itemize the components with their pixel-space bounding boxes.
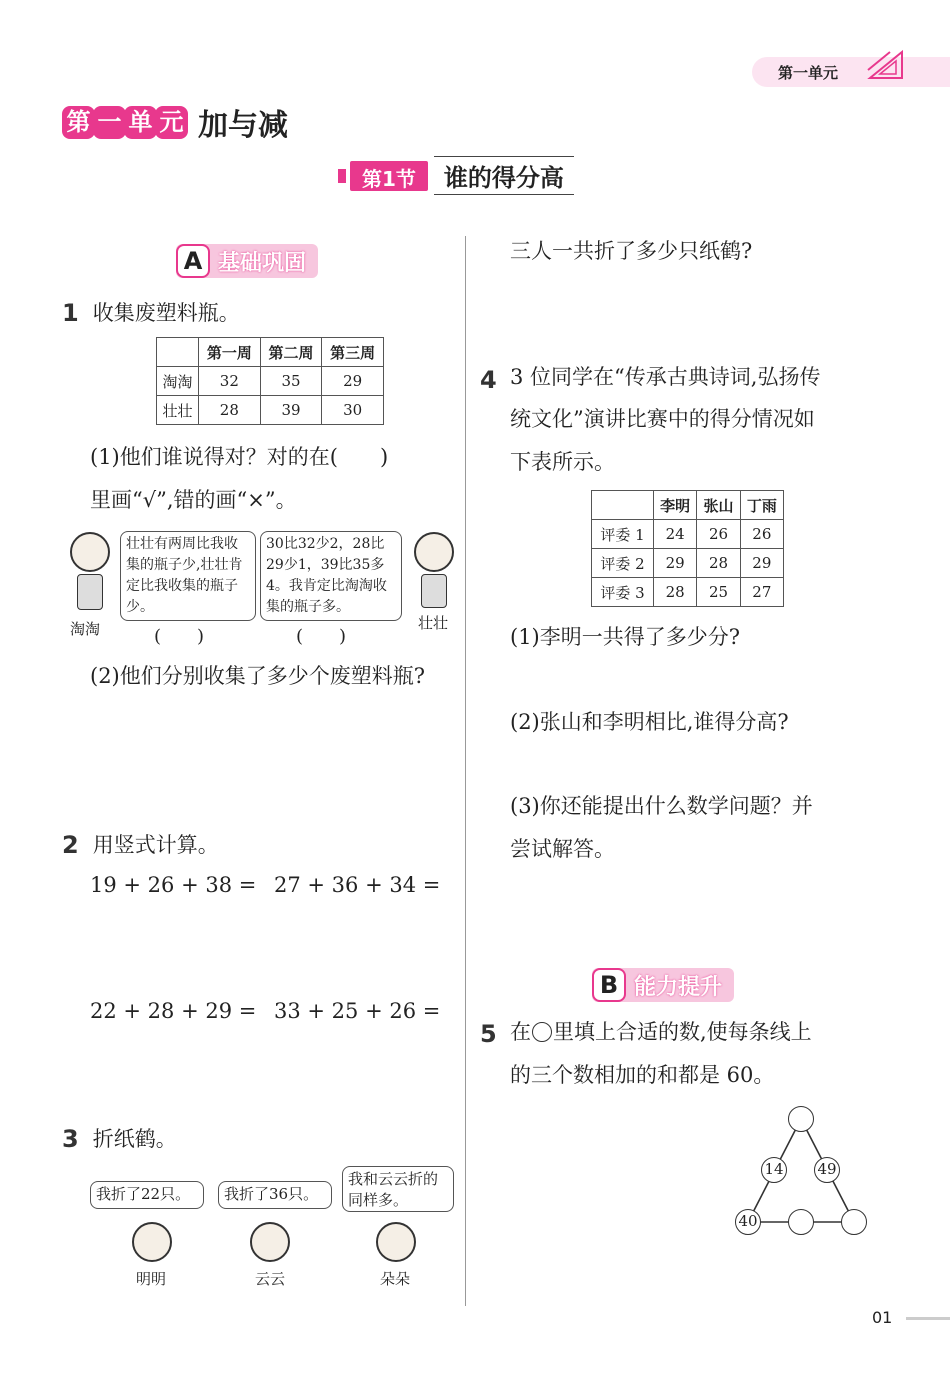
table-cell: 29 [322,367,384,396]
q2-expr: 22 + 28 + 29 = [90,999,257,1023]
bubble-duoduo: 我和云云折的同样多。 [342,1166,454,1212]
table-row [592,578,784,607]
bubble-taotao: 壮壮有两周比我收集的瓶子少,壮壮肯定比我收集的瓶子少。 [120,531,256,621]
q3-continuation: 三人一共折了多少只纸鹤? [510,239,753,263]
kid-name-taotao: 淘淘 [70,620,101,638]
q4-sub3-line1: (3)你还能提出什么数学问题？并 [510,794,813,818]
answer-paren-right[interactable]: ( ) [296,626,347,647]
kid-zhuangzhuang [410,532,458,612]
q1-sub2: (2)他们分别收集了多少个废塑料瓶? [90,664,426,688]
table-cell: 27 [740,578,783,607]
q4-table [591,490,784,607]
q1-table-header [157,338,199,367]
table-row [592,549,784,578]
circle-bottom-left: 40 [735,1209,761,1235]
q5-line1 [510,1011,812,1053]
table-cell: 26 [697,520,740,549]
table-cell: 29 [654,549,697,578]
q4-table-header: 李明 [654,491,697,520]
boy-face-icon [70,532,110,572]
q4-sub1: (1)李明一共得了多少分? [510,625,741,649]
table-row [157,367,384,396]
q2-expr: 33 + 25 + 26 = [274,999,441,1023]
kid-taotao [66,532,114,614]
table-cell: 淘淘 [157,367,199,396]
bubble-mingming: 我折了22只。 [90,1181,204,1209]
q2-expr: 19 + 26 + 38 = [90,873,257,897]
unit-char: 单 [124,106,157,139]
q1-text: 收集废塑料瓶。 [92,301,240,325]
mingming-face-icon [132,1222,172,1262]
q4-line: 下表所示。 [510,450,615,474]
part-a-label: 基础巩固 [218,250,307,276]
boy-body-icon [421,574,447,608]
q2-expr: 27 + 36 + 34 = [274,873,441,897]
q5-line1-post: 里填上合适的数,使每条线上 [553,1020,812,1044]
unit-title [62,100,288,144]
q1-number: 1 [62,299,79,327]
unit-char: 元 [155,106,188,139]
footer-line [906,1317,950,1320]
ruler-icon [866,48,906,82]
bubble-zhuangzhuang: 30比32少2，28比29少1，39比35多4。我肯定比淘淘收集的瓶子多。 [260,531,402,621]
boy-body-icon [77,574,103,610]
duoduo-face-icon [376,1222,416,1262]
yunyun-face-icon [250,1222,290,1262]
circle-bottom-right[interactable] [841,1209,867,1235]
q2-number: 2 [62,831,79,859]
q5-line1-pre: 在 [510,1020,531,1044]
table-cell: 32 [199,367,261,396]
q4-table-header: 张山 [697,491,740,520]
q4-sub3-line2: 尝试解答。 [510,837,615,861]
part-b-heading [592,968,734,1002]
table-row [157,396,384,425]
table-cell: 评委 3 [592,578,654,607]
table-cell: 28 [654,578,697,607]
circle-top[interactable] [788,1106,814,1132]
q1-sub1-line2: 里画“√”,错的画“×”。 [90,488,297,512]
boy-face-icon [414,532,454,572]
q1-table-header: 第二周 [260,338,322,367]
table-cell: 35 [260,367,322,396]
q4-table-header: 丁雨 [740,491,783,520]
q4-sub2: (2)张山和李明相比,谁得分高? [510,710,789,734]
unit-name: 加与减 [198,108,288,143]
q4-table-header [592,491,654,520]
q1-sub1-line1: (1)他们谁说得对？对的在( ) [90,445,389,469]
table-cell: 39 [260,396,322,425]
q5-line2: 的三个数相加的和都是 60。 [510,1063,775,1087]
q3-text: 折纸鹤。 [92,1127,177,1151]
q4-line: 3 位同学在“传承古典诗词,弘扬传 [510,365,821,389]
table-cell: 30 [322,396,384,425]
table-cell: 29 [740,549,783,578]
q1-table-header: 第一周 [199,338,261,367]
table-cell: 28 [697,549,740,578]
circle-left-mid: 14 [761,1157,787,1183]
table-cell: 壮壮 [157,396,199,425]
unit-char: 第 [62,106,95,139]
unit-char: 一 [93,106,126,139]
table-cell: 28 [199,396,261,425]
table-cell: 24 [654,520,697,549]
kid-name-duoduo: 朵朵 [380,1270,411,1288]
table-cell: 评委 2 [592,549,654,578]
q2-text: 用竖式计算。 [92,833,219,857]
page-number: 01 [872,1308,893,1327]
q1-table [156,337,384,425]
table-row [592,520,784,549]
table-cell: 评委 1 [592,520,654,549]
circle-bottom-mid[interactable] [788,1209,814,1235]
circle-right-mid: 49 [814,1157,840,1183]
part-b-label: 能力提升 [634,974,723,1000]
table-cell: 25 [697,578,740,607]
q3-number: 3 [62,1125,79,1153]
q4-number: 4 [480,366,497,394]
kid-name-yunyun: 云云 [255,1270,286,1288]
kid-name-zhuangzhuang: 壮壮 [418,614,449,632]
table-cell: 26 [740,520,783,549]
q3-heading [62,1118,177,1160]
section-title: 谁的得分高 [434,156,574,195]
q1-heading [62,292,240,334]
section-heading [338,156,574,195]
q4-line: 统文化”演讲比赛中的得分情况如 [510,407,815,431]
section-dash [338,169,346,183]
q2-heading [62,824,219,866]
unit-tab-label: 第一单元 [778,64,839,82]
q1-table-header: 第三周 [322,338,384,367]
part-a-letter: A [176,244,210,278]
section-tag: 第1节 [350,161,428,191]
bubble-yunyun: 我折了36只。 [218,1181,332,1209]
part-a-heading [176,244,318,278]
answer-paren-left[interactable]: ( ) [154,626,205,647]
kid-name-mingming: 明明 [136,1270,167,1288]
circle-icon [532,1022,552,1042]
part-b-letter: B [592,968,626,1002]
column-divider [465,236,466,1306]
q5-number: 5 [480,1020,497,1048]
